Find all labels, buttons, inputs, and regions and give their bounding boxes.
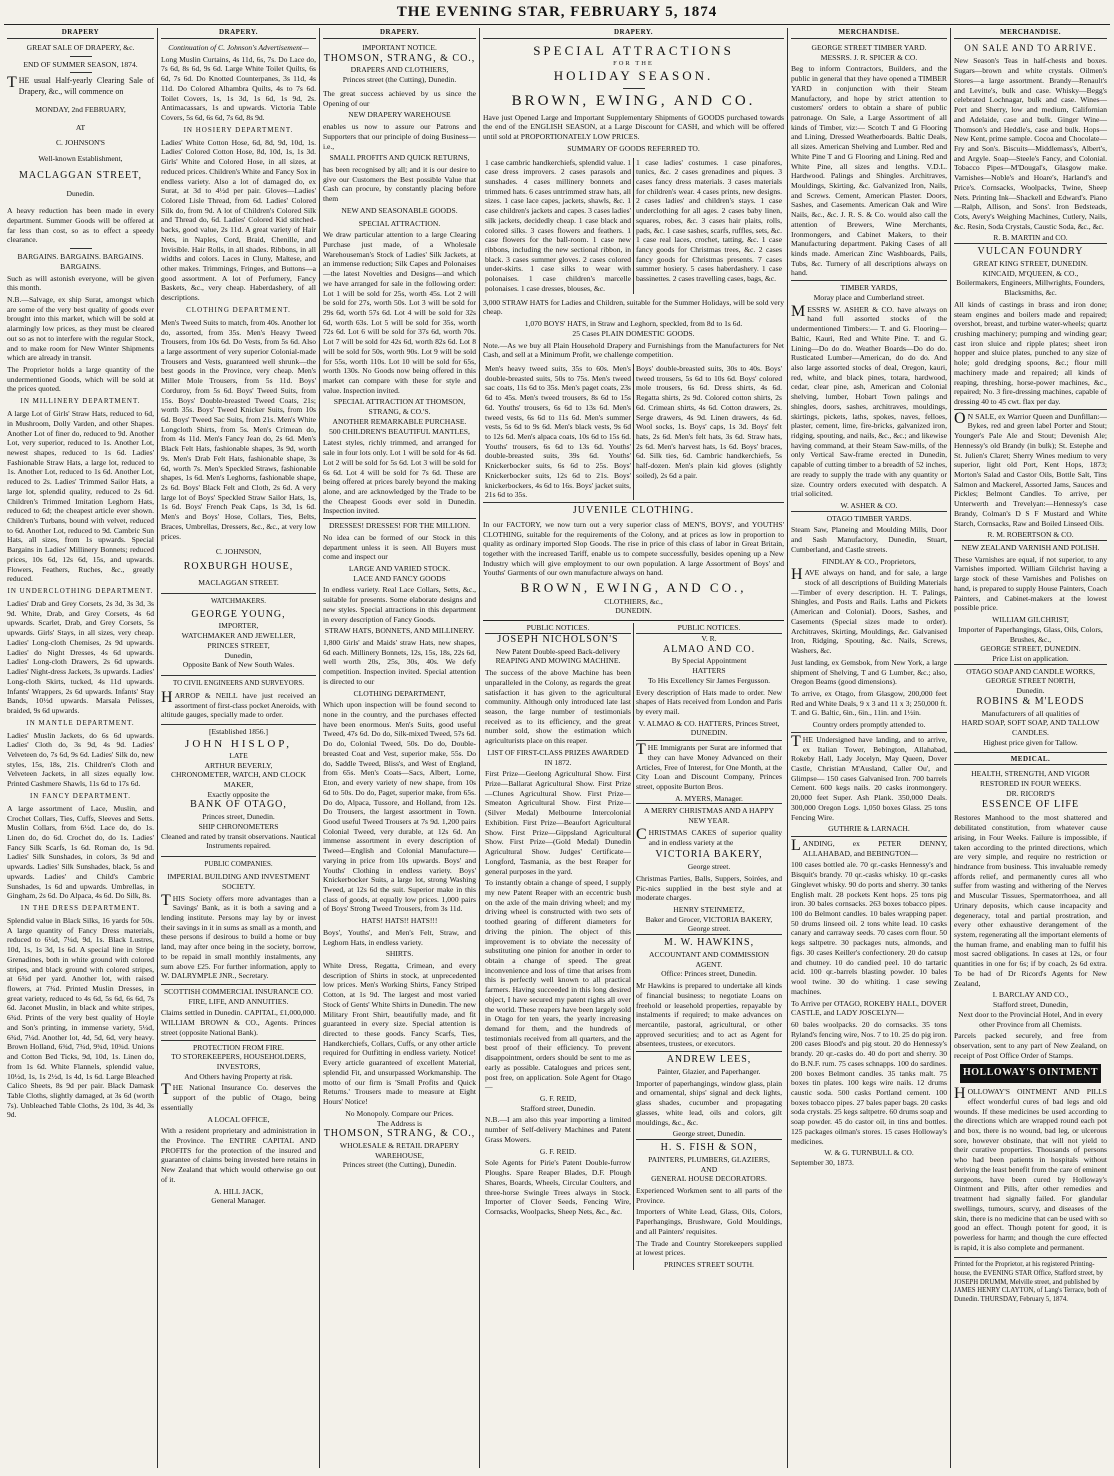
advertiser: H. S. FISH & SON, xyxy=(636,1139,782,1155)
ad-text: MESSRS W. ASHER & CO. have always on hand full assorted stocks of the undermentioned Timbers:— T. and G. Flooring—Baltic, Kauri, Red and White Pine. T. and G. Lining—Do do do. Weather Boards—Do do do. Rusticated Lumber—American, do do do. And also large assorted stocks of deal, Oregon, kauri, red, white, and black pines, totara, hardwood, cedar, clear pine, ash, American and Colonial shelving, lumber, Hobart Town palings and shingles, doors, sashes, architraves, mouldings, skirtings, pickets, laths, spokes, naves, felloes, plaster, cement, lime, fire-bricks, galvanized iron, ridging, spouting, and nails, &c., &c.; and likewise having command, at their Steam Saw-mills, of the only Vertical Saw-frame erected in Dunedin, capable of cutting timber to a breadth of 52 inches, are ready to supply the trade with any quantity or size. Country orders executed with despatch. A trial solicited. xyxy=(791,302,947,499)
ad-text: HARD SOAP, SOFT SOAP, AND TALLOW CANDLES. xyxy=(961,718,1100,738)
ad-heading: NEW AND SEASONABLE GOODS. xyxy=(341,205,458,215)
ad-heading: STRAW HATS, BONNETS, AND MILLINERY. xyxy=(324,626,475,636)
ad-text: has been recognised by all; and it is our desire to give our Customers the Best possible Value that Cash can procure, by constantly placing before them xyxy=(323,164,476,204)
ad-text: THIS Society offers more advantages than a Savings' Bank, as it is both a saving and a lending institute. Persons may lay by or invest their savings in it in sums as small as a month, and these persons if desirous to build a home or buy land, may after once being in the society, borrow, to be repaid in small monthly instalments, any sum above £25. For further information, apply to W. DALRYMPLE JNR., Secretary. xyxy=(161,891,316,981)
signature: W. ASHER & CO. xyxy=(840,501,898,511)
column-4 xyxy=(480,28,788,1468)
ad-text: Princes street, Dunedin. xyxy=(202,812,275,822)
goods-list-right: 1 case ladies' costumes. 1 case pinafores, tunics, &c. 2 cases grenadines and piques. 3 cases fancy dress materials. 3 cases materials for children's wear. 4 cases prints, new designs. 2 cases ladies' and children's stays. 1 case underclothing for all ages. 2 cases baby linen, squares, robes, &c. 3 cases hair plaits, rolls, pads, &c. 1 case sashes, scarfs, ruffles, sets, &c. 1 case real laces, crochet, tatting, &c. 1 case fancy goods for Christmas trees, &c. 2 cases fancy goods for Christmas presents. 7 cases summer hosiery. 5 cases haberdashery. 1 case bassinettes. 2 cases travelling cases, bags, &c. xyxy=(636,157,782,284)
ad-text: Country orders promptly attended to. xyxy=(812,720,926,730)
signature: W. & G. TURNBULL & CO. xyxy=(824,1148,914,1158)
ad-text: PRINCES STREET, xyxy=(207,640,270,650)
section-rule-heading: TO CIVIL ENGINEERS AND SURVEYORS. xyxy=(161,675,316,688)
ad-text: Beg to inform Contractors, Builders, and the public in general that they have opened a TIMBER YARD in conjunction with their Steam Manufactory, and hope by strict attention to customers' orders to obtain a share of public patronage. On Sale, a Large Assortment of all kinds of Timber, viz:— Scotch T and G Flooring and Lining, Dressed Weatherboards. Baltic Deals, all sizes. American Shelving and Lumber. Red and White Pine T and G Flooring and Lining. Red and White Pine, all sizes and lengths. V.D.L. Hardwood. Palings and Shingles. Architraves, Mouldings, Skirting, &c. Galvanized Iron, Nails, and Screws. Cement, American Plaster. Doors, Sashes, and Casements. American Oak and Wire Nails, &c., &c. J. R. S. & Co. would also call the attention of Brewers, Wine Merchants, Ironmongers, and Cabinet Makers, to their Manufacturing department. Paking Cases of all kinds made. American Zinc Washboards, Pails, Tubs, &c. Turnery of all descriptions always on hand. xyxy=(791,64,947,278)
ad-text: Latest styles, richly trimmed, and arranged for sale in four lots only. Lot 1 will be sold for 4s 6d. Lot 2 will be sold for 5s 6d. Lot 3 will be sold for 6s 6d. Lot 4 will be sold for 7s 6d. These are being offered at prices barely beyond the making alone, and are acknowledged by the Trade to be the Cheapest Goods ever sold in Dunedin. Inspection invited. xyxy=(323,438,476,516)
advertiser: MESSRS. J. R. SPICER & CO. xyxy=(820,52,918,62)
ad-text: Restores Manhood to the most shattered and debilitated constitution, from whatever cause arising, in Four Weeks. Failure is impossible, if taken according to the printed directions, which are very simple, and require no restriction or hindrance from business. This invaluable remedy affords relief, and permanently cures all who suffer from wasting and withering of the Nerves and Muscular Tissues, Spermatorrhoea, and all Urinary deposits, which cause incapacity and degeneracy, total and partial prostration, and every other exhaustive derangement of the system, regenerating all the important elements of the human frame, and enabling man to fulfil his most sacred obligations. In cases at 12s, or four quantities in one for 6s; if by coach, 2s 6d extra. To be had of Dr Ricord's Agents for New Zealand, xyxy=(954,813,1107,988)
signature: C. JOHNSON, xyxy=(215,547,262,557)
ad-title: SPECIAL ATTRACTIONS xyxy=(533,42,734,58)
ad-text: Long Muslin Curtains, 4s 11d, 6s, 7s. Do Lace do, 7s 6d, 8s 6d, 9s 6d. Large White Toilet Quilts, 6s 6d, 7s 6d. Do Knotted Counterpanes, 3s 11d, 4s 11d. Do Colored Alhambra Quilts, 4s to 7s 6d. Toilet Covers, 1s, 1s 3d, 1s 6d, 1s 9d, 2s. Antimacassars, 1s and upwards. Victoria Table Covers, 5s 6d, 6s 6d, 7s 6d, 8s 9d. xyxy=(161,54,316,122)
ad-text: HATTERS xyxy=(692,666,726,676)
ad-text: With a resident proprietary and administration in the Province. The ENTIRE CAPITAL AND PROFITS for the protection of the insured and guarantee of claims being invested here retains in New Zealand that which would otherwise go out of it. xyxy=(161,1126,316,1184)
ad-text: BANK OF OTAGO, xyxy=(190,799,287,811)
advertiser: I. BARCLAY AND CO., xyxy=(992,990,1069,1000)
ad-heading: CLOTHING DEPARTMENT, xyxy=(353,688,446,698)
ad-text: Have just Opened Large and Important Supplementary Shipments of GOODS purchased towards the end of the ENGLISH SEASON, at a Large Discount for CASH, and which will be offered until sold at PROPORTIONATELY LOW PRICES. xyxy=(483,112,784,142)
advertiser: BROWN, EWING, AND CO. xyxy=(511,92,756,109)
ad-text: AND xyxy=(700,1164,718,1174)
ad-text: TO STOREKEEPERS, HOUSEHOLDERS, INVESTORS, xyxy=(171,1052,306,1071)
ad-text: Painter, Glazier, and Paperhanger. xyxy=(657,1066,761,1076)
ad-text: AT xyxy=(75,122,86,132)
ad-text: HOLLOWAY'S OINTMENT AND PILLS effect wonderful cures of bad legs and old wounds. If these medicines be used according to the directions which are wrapped round each pot and box, there is no wound, bad leg, or ulcerous sore, however obstinate, that will not yield to their curative properties. Thousands of persons who had been patients in hospitals without deriving the least benefit from the care of eminent surgeons, have been cured by Holloway's Ointment and Pills, after other remedies and treatment had signally failed. For glandular swellings, tumours, scurvy, and diseases of the skin, there is no medicine that can be used with so good an effect. Though potent for good, it is powerless for harm; and though the cure effected is rapid, it is also complete and permanent. xyxy=(954,1085,1107,1252)
ad-text: Well-known Establishment, xyxy=(38,154,123,164)
section-heading: IN THE DRESS DEPARTMENT. xyxy=(20,904,141,913)
ad-text: ON SALE, ex Warrior Queen and Dunfillan:—Bykes, red and green label Porter and Stout; Younger's Pale Ale and Stout; Devenish Ale; Hennessy's old Brandy (in bulk); St. Estephe and St. Julien's Claret; Sherry Wines medium to very superior, light old Port, Kent Hops, 1873; Morton's Salad and Castor Oils, Bottle Salt, Tins Salmon and Mackerel, Assorted Jams, Sauces and Pickles; Belmont Candles. To arrive, per Unterwerth and Trevelyan:—Hennessy's case Brandy, Colman's D S F Mustard and White Starch, Cornsacks, Raw and Boiled Linseed Oils. xyxy=(954,409,1107,528)
ad-text: The great success achieved by us since the Opening of our xyxy=(323,88,476,108)
ad-text: FOR THE xyxy=(613,59,654,67)
ad-text: Note.—As we buy all Plain Household Drapery and Furnishings from the Manufacturers for Net Cash, and sell at a Minimum Profit, we challenge competition. xyxy=(483,340,784,360)
ad-heading: PROTECTION FROM FIRE. xyxy=(161,1040,316,1053)
ad-text: Claims settled in Dunedin. CAPITAL, £1,000,000. WILLIAM BROWN & CO., Agents. Princes street (opposite National Bank). xyxy=(161,1008,316,1037)
signature: V. ALMAO & CO. HATTERS, Princes Street, DUNEDIN. xyxy=(638,718,780,738)
ad-text: Which upon inspection will be found second to none in the country, and the purchases effected have been enormous. Men's Suits, good useful Tweed, 47s 6d. Do do, Silk-mixed Tweed, 57s 6d. Do do, Colonial Tweed, 50s. Do do, Double-breasted Coat and Vest, superior make, 55s. Do do, Saddle Tweed, Bliss's, and West of England, from 65s. Men's Coats—Sacs, Albert, Lorne, Eton, and every variety of new shape, from 10s 6d to 50s. Do do, Paget, superior make, from 65s. Do do, Alpaca, Tussore, and Holland, from 12s. Do Trousers, the largest assortment in Town. Good useful Tweed Trousers at 7s 9d. 1,200 pairs Colonial Tweed, very durable, at 12s 6d. An immense assortment in every description of Tweed—English and Colonial Manufacture—varying in price from 10s upwards. Boys' and Youths' Clothing in endless variety. Boys' Knickerbocker Suits, a large lot, strong Washing Tweed, at 12s 6d the suit. Superior make in this class of goods, at equally low prices. 1,000 pairs of Boys' Strong Tweed Trousers, from 3s 11d. xyxy=(323,700,476,914)
advertiser: VULCAN FOUNDRY xyxy=(954,243,1107,259)
ad-text: Baker and Grocer, VICTORIA BAKERY, George street. xyxy=(645,914,773,934)
ad-text: 100 cases bottled ale. 70 qr.-casks Hennessy's and Bisquit's brandy. 70 qr.-casks whisky. 10 qr.-casks Ginglevet whisky. 90 do ports and sherry. 30 tanks English malt. 28 pockets Kent hops. 25 tons pig iron. 30 bales cornsacks. 263 boxes tobacco pipes. 100 do Belmont candles. 10 bales wrapping paper. 50 drums linseed oil. 2 tons white lead. 10 casks canary and carraway seeds. 70 cases corn flour. 50 kegs saltpetre. 30 packages nuts, almonds, and figs. 30 cases Keiller's confectionery. 20 do catsup and chutney. 10 do candied peel. 10 do tartaric acid. 100 qr.-barrels blasting powder. 10 bales wool twine. 30 do whiting. 1 case sewing machines. xyxy=(791,860,947,996)
ad-text: We draw particular attention to a large Clearing Purchase just made, of a Wholesale Warehouseman's Stock of Ladies' Silk Jackets, at an immense reduction; Silk Capes and Polonaises—the latest Novelties and Designs—and which we have arranged for sale in the following order: Lot 1 will be sold for 25s, worth 45s. Lot 2 will be sold for 27s, worth 50s. Lot 3 will be sold for 29s 6d, worth 57s 6d. Lot 4 will be sold for 32s 6d, worth 63s. Lot 5 will be sold for 35s, worth 72s 6d. Lot 6 will be sold for 37s 6d, worth 70s. Lot 7 will be sold for 42s 6d, worth 82s 6d. Lot 8 will be sold for 50s, worth 90s. Lot 9 will be sold for 55s, worth 110s. Lot 10 will be sold for 65s, worth 130s. No Goods now being offered in this market can compare with these for style and value. Inspection invited. xyxy=(323,230,476,395)
ad-text: HARROP & NEILL have just received an assortment of first-class pocket Aneroids, with altitude gauges, specially made to order. xyxy=(161,688,316,720)
ad-text: PAINTERS, PLUMBERS, GLAZIERS, xyxy=(648,1154,770,1164)
section-heading: IN HOSIERY DEPARTMENT. xyxy=(183,125,294,134)
ad-text: Mr Hawkins is prepared to undertake all kinds of financial business; to negotiate Loans on freehold or leasehold properties, repayable by instalments if required; to make advances on mercantile, pastoral, agricultural, or other approved securities; and to act as Agent for absentees, trustees, or executors. xyxy=(636,981,782,1049)
holloway-banner: HOLLOWAY'S OINTMENT xyxy=(960,1064,1101,1083)
ad-text: THE National Insurance Co. deserves the support of the public of Otago, being essentially xyxy=(161,1081,316,1112)
ad-heading: SMALL PROFITS AND QUICK RETURNS, xyxy=(329,153,470,163)
ad-text: New Season's Teas in half-chests and boxes. Sugars—brown and white crystals. Oilmen's Stores—a large assortment. Brandy—Renault's and Levitte's, bulk and case. Whisky—Begg's celebrated Lochnagar, bulk and case. Wines—Port and Sherry, low and medium, Californian and Adelaide, case and bulk. Ginger Wine—Thomson's and Heddle's, case and bulk. Hops—New Kent, prime sample. Cocoa and Chocolate—Fry and Son's. Biscuits—Middlemass's, Albert's, and Argyle. Soap—Steele's Fancy, and Colonial. Tobacco Pipes—M'Dougal's, Glasgow make. Varnishes—Noble's and Hoare's, Harland's and Price's. Cornsacks, Woolpacks, Twine, Sheep Nets. Printing Ink—Shackell and Edward's. Piano—Ralph, Allison, and Sons'. Iron Bedsteads, Cots, Avery's Weighing Machines, Cutlery, Nails, &c. Resin, Soda Crystals, Caustic Soda, &c., &c. xyxy=(954,56,1107,231)
advertiser: HENRY STEINMETZ, xyxy=(673,905,745,915)
ad-heading: IMPERIAL BUILDING AND INVESTMENT SOCIETY. xyxy=(167,872,310,891)
ad-text: First Prize—Geelong Agricultural Show. First Prize—Ballarat Agricultural Show. First Prize—Clunes Agricultural Show. First Prize—Smeaton Agricultural Show. First Prize—(Silver Medal) Melbourne Intercolonial Exhibition. First Prize—Beaufort Agricultural Show. First Prize—Gippsland Agricultural Show. First Prize—(Gold Medal) Dunedin Agricultural Show. Judges' Certificate—Longford, Tasmania, as the best Reaper for general purposes in the yard. xyxy=(485,769,631,876)
ad-text: Ladies' Drab and Grey Corsets, 2s 3d, 3s 3d, 3s 9d. White, Drab, and Grey Corsets, 4s 6d upwards. Scarlet, Drab, and Grey Corsets, 5s upwards. Girls' Stays, in all sizes, very cheap. Ladies' Long-cloth Chemises, 2s 9d upwards. Ladies' do Night Dresses, 4s 6d upwards. Ladies' Long-cloth Drawers, 2s 6d upwards. Ladies' Night-dress Jackets, 3s upwards. Ladies' Long-cloth Skirts, tucked, 4s 11d upwards. Infants' Wrappers, 2s 6d upwards. Infants' Stay Bands, 10½d upwards. Marsala Pelisses, braided, 9s 6d upwards. xyxy=(7,599,154,715)
ad-heading: DRESSES! DRESSES! FOR THE MILLION. xyxy=(323,518,476,531)
ad-heading: 500 CHILDREN'S BEAUTIFUL MANTLES, xyxy=(329,426,470,436)
ad-text: 1,800 Girls' and Maids' straw Hats, new shapes, 6d each. Millinery Bonnets, 12s, 15s, 18s, 22s 6d, well worth 20s, 25s, 30s, 40s. We defy competition. Inspection invited. Special attention is directed to our xyxy=(323,638,476,686)
ad-text: Importers of White Lead, Glass, Oils, Colors, Paperhangings, Brushware, Gold Mouldings, and all Painters' requisites. xyxy=(636,1207,782,1236)
ad-heading: ESSENCE OF LIFE xyxy=(981,798,1080,810)
ad-heading: SPECIAL ATTRACTION AT THOMSON, STRANG, & CO.'S. xyxy=(333,397,466,417)
ad-text: 60 bales woolpacks. 20 do cornsacks. 35 tons Ryland's fencing wire, Nos. 7 to 10. 25 do pig iron. 200 cases Blood's and pig stout. 20 do Hennessy's brandy. 20 qr.-casks do. 40 do port and sherry. 30 do B.N.F. rum. 75 cases schnapps. 100 do sardines. 200 boxes Belmont candles. 35 tanks malt. 75 boxes tin plates. 100 kegs wire nails. 12 drums caustic soda. 500 casks Portland cement. 100 boxes tobacco pipes. 27 bales paper bags. 20 casks soda crystals. 25 kegs saltpetre. 60 drums soap and soap powder. 45 do castor oil, in tins and bottles. 125 packages oilman's stores. 15 cases Holloway's medicines. xyxy=(791,1019,947,1146)
ad-text: WHOLESALE & RETAIL DRAPERY WAREHOUSE, xyxy=(339,1141,460,1160)
ad-street: MACLAGGAN STREET, xyxy=(19,169,142,181)
signature: A. MYERS, Manager. xyxy=(675,793,743,803)
ad-heading: SHIRTS. xyxy=(385,949,414,959)
ad-text: The Proprietor holds a large quantity of the undermentioned Goods, which will be sold at the prices quoted. xyxy=(7,365,154,394)
ad-text: IMPORTER, xyxy=(218,621,259,631)
ad-text: A large assortment of Lace, Muslin, and Crochet Collars, Ties, Cuffs, Sleeves and Setts. Muslin Collars, from 6½d. Lace do, do 1s. Linen do, do 6d. Crochet do, do 1s. Ladies' Fancy Silk Scarfs, 1s 6d. Roman do, 1s 9d. Ladies' Silk Sunshades, in colors, 3s 9d and upwards. Ladies' Silk Sunshades, black, 5s and upwards. Ladies' and Child's Cambric Sunshades, 1s 6d and upwards. Umbrellas, in Gingham, 2s 6d. Do Alpaca, 4s 6d. Do Silk, 8s. xyxy=(7,803,154,901)
clothing-list-right: Boys' double-breasted suits, 30s to 40s. Boys' tweed trousers, 5s 6d to 10s 6d. Boys' colored mole trousers, 6s 6d. Dress shirts, 4s 6d. Regatta shirts, 2s 9d. Colored cotton shirts, 2s 6d. Crimean shirts, 4s 6d. Cotton drawers, 2s. Serge drawers, 4s 9d. Linen drawers, 4s 6d. Wool socks, 1s. Boys' caps, 1s 3d. Boys' felt hats, 2s 6d. Men's felt hats, 3s 6d. Straw hats, 2s 6d. Men's harvest hats, 1s 6d. Boys' braces, 6d. Silk ties, 6d. Cambric handkerchiefs, 5s half-dozen. Men's plain kid gloves (slightly soiled), 2s 6d a pair. xyxy=(636,363,782,480)
ad-text: The Trade and Country Storekeepers supplied at lowest prices. xyxy=(636,1238,782,1258)
section-header: MEDICAL. xyxy=(954,752,1107,766)
ad-text: 3,000 STRAW HATS for Ladies and Children, suitable for the Summer Holidays, will be sold very cheap. xyxy=(483,297,784,317)
ad-subtitle: END OF SUMMER SEASON, 1874. xyxy=(23,59,138,69)
ad-text: Cleaned and rated by transit observations. Nautical Instruments repaired. xyxy=(161,831,316,851)
ad-text: In our FACTORY, we now turn out a very superior class of MEN'S, BOYS', and YOUTHS' CLOTHING, suitable for the requirements of the Colony, and at prices as low in proportion to quality as ordinary imported Slop Goods. The rise in price of this class of labor in Great Britain, together with the increased Tariff, enable us to compete successfully, besides opening up a New Industry which will give employment to our own population. A large Assortment of Boys' and Youths' Garments of our own manufacture always on hand. xyxy=(483,519,784,578)
ad-text: Office: Princes street, Dunedin. xyxy=(661,969,757,979)
ad-text: GEORGE STREET NORTH, xyxy=(985,676,1076,686)
ad-text: All kinds of castings in brass and iron done; steam engines and boilers made and repaired; overshot, breast, and turbine water-wheels; quartz crushing machinery; pumping and winding gear; cast iron sluice and ripple plates; sheet iron hopper and sluice plates, punched to any size of hole; gold dredging spoons, &c.; flour mill machinery made and repaired; all kinds of reaping, threshing, horse-power machines, &c., repaired; No. 3 fire-dressing machines, capable of dressing 40 to 45 cwt. flax per day. xyxy=(954,299,1107,406)
advertiser: C. JOHNSON'S xyxy=(55,138,106,148)
ad-text: Exactly opposite the xyxy=(207,789,270,799)
ad-text: Every description of Hats made to order. New shapes of Hats received from London and Paris by every mail. xyxy=(636,687,782,717)
ad-date: MONDAY, 2nd FEBRUARY, xyxy=(35,104,126,114)
ad-text: By Special Appointment xyxy=(671,656,747,666)
ad-text: Steam Saw, Planeing and Moulding Mills, Door and Sash Manufactory, Dunedin, Stuart, Cumberland, and Castle streets. xyxy=(791,525,947,554)
ad-continuation: Continuation of C. Johnson's Advertisement— xyxy=(168,42,309,52)
ad-text: George street. xyxy=(687,862,731,872)
ad-text: Highest price given for Tallow. xyxy=(983,737,1078,747)
ad-text: ARTHUR BEVERLY, xyxy=(204,760,273,770)
ad-text: New Patent Double-speed Back-delivery xyxy=(495,646,621,656)
section-heading: IN MILLINERY DEPARTMENT. xyxy=(20,397,141,406)
advertiser: ANDREW LEES, xyxy=(636,1051,782,1067)
divider xyxy=(70,56,92,57)
ad-heading: OTAGO SOAP AND CANDLE WORKS, xyxy=(954,664,1107,677)
column-header: DRAPERY. xyxy=(483,28,784,39)
ad-heading: ANOTHER REMARKABLE PURCHASE. xyxy=(332,416,467,426)
ad-text: [Established 1856.] xyxy=(161,724,316,737)
advertiser: JOHN HISLOP, xyxy=(185,737,292,750)
section-heading: IN UNDERCLOTHING DEPARTMENT. xyxy=(7,587,154,596)
ad-heading: LARGE AND VARIED STOCK. xyxy=(348,563,451,573)
ad-text: DR. RICORD'S xyxy=(1006,788,1055,798)
ad-text: SHIP CHRONOMETERS xyxy=(198,821,279,831)
ad-text: Such as will astonish everyone, will be given this month. xyxy=(7,273,154,293)
ad-text: No Monopoly. Compare our Prices. xyxy=(345,1108,454,1118)
ad-text: Parcels packed securely, and free from observation, sent to any part of New Zealand, on receipt of Post Office Order of Stamps. xyxy=(954,1031,1107,1060)
ad-heading: SCOTTISH COMMERCIAL INSURANCE CO. xyxy=(161,984,316,997)
ad-text: DUNEDIN. xyxy=(615,606,652,616)
ad-text: Stafford street, Dunedin. xyxy=(520,1103,596,1113)
ad-text: GEORGE STREET, DUNEDIN. xyxy=(980,644,1081,654)
advertiser: WILLIAM GILCHRIST, xyxy=(992,615,1069,625)
advertiser: KINCAID, M'QUEEN, & CO., xyxy=(982,268,1079,278)
ad-heading: HEALTH, STRENGTH, AND VIGOR RESTORED IN FOUR WEEKS. xyxy=(971,769,1090,789)
section-heading: CLOTHING DEPARTMENT. xyxy=(186,305,291,314)
ad-text: A large Lot of Girls' Straw Hats, reduced to 6d, in Mushroom, Dolly Varden, and other Shapes. Another Lot of finer do, reduced to 9d. Another Lot, very superior, reduced to 1s. Another Lot, newest shapes, reduced to 1s 6d. Ladies' Fashionable Straw Hats, a large lot, reduced to 1s. Another Lot, reduced to 1s 6d. Another Lot, reduced to 2s. Ladies' Trimmed Sailor Hats, a large lot, splendid quality, reduced to 2s 6d. Children's Trimmed Imitation Leghorn Hats, reduced to 6d; the cheapest article ever shown. Children's Turbans, bound with velvet, reduced to 6d. Another Lot, reduced to 9d. Cambric Sun Hats, all sizes, from 1s upwards. Special Bargains in Ladies' Millinery Bonnets; reduced prices, 10s 6d, 12s 6d, 15s, and upwards. Flowers, Feathers, Ruches, &c., greatly reduced. xyxy=(7,409,154,584)
ad-heading: NEW ZEALAND VARNISH AND POLISH. xyxy=(954,540,1107,553)
ad-town: Dunedin. xyxy=(66,188,95,198)
signature: G. F. REID. xyxy=(539,1146,577,1156)
signature: R. B. MARTIN and CO. xyxy=(993,233,1068,243)
ad-heading: SPECIAL ATTRACTION. xyxy=(358,218,441,228)
ad-text: ACCOUNTANT AND COMMISSION AGENT. xyxy=(649,949,769,969)
ad-heading: 25 Cases PLAIN DOMESTIC GOODS. xyxy=(572,328,695,338)
ad-text: Ladies' Muslin Jackets, do 6s 6d upwards. Ladies' Cloth do, 3s 9d, 4s 9d. Ladies' Velveteen do, 7s 6d, 9s 6d. Ladies' Silk do, new styles, 15s, 18s, 21s. Children's Cloth and Velveteen Jackets, in all sizes equally low. Printed Cashmere Shawls, 11s 6d to 17s 6d. xyxy=(7,730,154,789)
ad-text: A LOCAL OFFICE, xyxy=(207,1114,270,1124)
ad-text: N.B.—Salvage, ex ship Surat, amongst which are some of the very best quality of goods ever brought into this market, which will be sold at alarmingly low prices, as they must be cleared out so as not to interfere with the regular Stock, and to make room for New Winter Shipments which are already in transit. xyxy=(7,295,154,363)
ad-text: THE usual Half-yearly Clearing Sale of Drapery, &c., will commence on xyxy=(7,74,154,96)
ad-heading: VICTORIA BAKERY, xyxy=(655,849,763,861)
ad-text: Men's Tweed Suits to match, from 40s. Another lot do, assorted, from 35s. Men's Heavy Tweed Trousers, from 10s 6d. Do Vests, from 5s 6d. Also a large assortment of very superior Colonial-made Trousers and Vests, guaranteed well shrunk—the best goods in the Province, very cheap. Men's Miller Mole Trousers, from 5s 11d. Boys' Corduroy, from 5s 6d. Boys' Tweed Suits, from 15s. Boys' Double-breasted Tweed Coats, 21s; worth 35s. Boys' Tweed Knicker Suits, from 10s 6d. Boys' Tweed Sac Suits, from 21s. Men's White Longcloth Shirts, from 5s. Men's Crimean do, from 4s 11d. Men's Fancy Jean do, 2s 6d. Men's Black Felt Hats, fashionable shapes, 3s 9d, worth 9s. Men's Drab Felt Hats, fashionable shape, 3s 6d, worth 7s. Men's Speckled Straws, fashionable shapes, 1s 6d. Men's Leghorns, fashionable shape, 2s 6d. Boys' Black Felt and Cloth, 2s 6d. A very large lot of Boys' Speckled Straw Sailor Hats, 1s, 1s 6d. Boys' French Peak Caps, 1s 3d, 1s 6d. Men's and Boys' Hose, Collars, Ties, Belts, Braces, Umbrellas, Dressers, &c., &c., at very low prices. xyxy=(161,317,316,541)
advertiser: BROWN, EWING, AND CO., xyxy=(520,580,747,596)
ad-heading: LACE AND FANCY GOODS xyxy=(353,573,446,583)
ad-date: September 30, 1873. xyxy=(791,1158,854,1168)
ad-text: To instantly obtain a change of speed, I supply my new Patent Reaper with an eccentric bush on the axle of the main driving wheel; and my driving wheel is constructed with two sets of toothed gearing of different diameters for driving the pinion. The object of this improvement is to obviate the necessity of substituting one pinion for another in order to obtain a change of speed. The great inconvenience and loss of time that arises from this is perfectly well known to all practical farmers. Having succeeded in this long desired object, I have secured my patent rights all over the world. These reapers have been largely sold in Otago for ten years, the yearly increasing demand for them, and the hundreds of testimonials received from all quarters, and the best proof of their efficiency. To prevent disappointment, orders should be sent to me as early as possible. Catalogues and prices sent, post free, on application. Sole Agent for Otago— xyxy=(485,878,631,1092)
signature: MACLAGGAN STREET. xyxy=(198,577,279,587)
column-1 xyxy=(4,28,158,1468)
ad-heading: TIMBER YARDS, xyxy=(791,280,947,293)
ad-text: WATCHMAKER AND JEWELLER, xyxy=(181,631,296,641)
ad-text: N.B.—I am also this year importing a limited number of Self-delivery Machines and Patent Grass Mowers. xyxy=(485,1115,631,1144)
imprint-footer: Printed for the Proprietor, at his registered Printing-house, the EVENING STAR Office, Stafford street, by JOSEPH DRUMM, Melville street, and published by JAMES HENRY CLAYTON, of Lang's Terrace, both of Dunedin. THURSDAY, February 5, 1874. xyxy=(954,1257,1107,1304)
masthead: THE EVENING STAR, FEBRUARY 5, 1874 xyxy=(396,4,718,20)
ad-text: GREAT KING STREET, DUNEDIN. xyxy=(973,258,1088,268)
clothing-list-left: Men's heavy tweed suits, 35s to 60s. Men's double-breasted suits, 50s to 75s. Men's tweed sac coats, 11s 6d to 35s. Men's paget coats, 23s 6d to 45s. Men's tweed trousers, 8s 6d to 15s 6d. Youths' trousers, 6s 6d to 13s 6d. Men's tweed vests, 6s 6d to 11s 6d. Men's summer vests, 5s 6d to 9s 6d. Men's black vests, 9s 6d to 12s 6d. Men's alpaca coats, 10s 6d to 15s 6d. Youths' trousers, 6s 6d to 13s 6d. Youths' double-breasted suits, 39s 6d. Youths' Knickerbocker suits, 6s 6d to 25s. Boys' Knickerbocker suits, 12s 6d to 21s. Boys' knickerbockers, 4s 6d to 16s. Boys' jacket suits, 21s 6d to 35s. xyxy=(483,364,634,500)
section-header: PUBLIC NOTICES. xyxy=(485,623,631,634)
ad-text: CHRISTMAS CAKES of superior quality and in endless variety at the xyxy=(636,825,782,847)
advertiser: JOSEPH NICHOLSON'S xyxy=(497,633,619,645)
ad-text: HAVE always on hand, and for sale, a large stock of all descriptions of Building Materials—Timber of every description. H. T. Palings, Shingles, and Posts and Rails. Laths and Pickets (American and Colonial). Doors, Sashes, and Casements (Special sizes made to order). Architraves, Skirting, Mouldings, &c. Galvanised Iron, Ridging, Spouting, &c. Nails, Screws, Washers, &c. xyxy=(791,566,947,656)
ad-text: Manufacturers of all qualities of xyxy=(981,708,1080,718)
column-5 xyxy=(788,28,951,1468)
ad-text: Princes street (the Cutting), Dunedin. xyxy=(342,1160,457,1170)
ad-text: Dunedin. xyxy=(1016,686,1045,696)
advertiser: GEORGE YOUNG, xyxy=(191,608,286,620)
ad-heading: BARGAINS. BARGAINS. BARGAINS. xyxy=(17,252,144,262)
ad-text: FIRE, LIFE, AND ANNUITIES. xyxy=(188,996,289,1006)
ad-text: Ladies' White Cotton Hose, 6d, 8d, 9d, 10d, 1s. Ladies' Colored Cotton Hose, 8d, 10d, 1s, 1s 3d. Girls' White and Colored Hose, in all sizes, at reduced prices. Children's White and Fancy Sox in endless variety. Also a lot of damaged do, ex Surat, at 3d to 4½d per pair. Gloves—Ladies' Colored Lisle Thread, from 6d. Ladies' Colored Silk do, from 9d. A lot of Children's Colored Silk and Thread do, 6d. Ladies' Colored Kid stitched-backs, good value, 2s 11d. A great variety of Hair Nets, in Naples, Cord, Braid, Chenille, and Invisible. Hair Rolls, in all shades. Ribbons, in all widths and colors. Laces in Cluny, Maltese, and other makes. Trimmings, Fringes, and Buttons—a good assortment. A lot of Perfumery, Fancy Baskets, &c., very cheap. Haberdashery, of all descriptions. xyxy=(161,137,316,303)
ad-heading: JUVENILE CLOTHING. xyxy=(483,502,784,518)
column-header: DRAPERY. xyxy=(161,28,316,39)
ad-heading: ON SALE AND TO ARRIVE. xyxy=(964,42,1097,53)
ad-heading: SUMMARY OF GOODS REFERRED TO. xyxy=(567,143,700,153)
ad-text: Price List on application. xyxy=(992,653,1069,663)
section-rule-heading: WATCHMAKERS. xyxy=(161,593,316,606)
ad-heading: LANDING, ex PETER DENNY, ALLAHABAD, and BEBINGTON— xyxy=(791,837,947,858)
ad-text: And Others having Property at risk. xyxy=(184,1071,293,1081)
ad-heading: A MERRY CHRISTMAS AND A HAPPY NEW YEAR. xyxy=(636,803,782,825)
ad-heading: GEORGE STREET TIMBER YARD. xyxy=(811,42,927,52)
ad-text: George street, Dunedin. xyxy=(672,1129,746,1139)
signature: R. M. ROBERTSON & CO. xyxy=(987,530,1074,540)
advertiser: FINDLAY & CO., Proprietors, xyxy=(822,556,916,566)
ad-text: Importer of Paperhangings, Glass, Oils, Colors, Brushes, &c., xyxy=(958,624,1103,644)
ad-text: THE Immigrants per Surat are informed that they can have Money Advanced on their Articles, Free of Interest, for One Month, at the City Loan and Discount Company, Princes street, opposite Burton Bros. xyxy=(636,741,782,792)
masthead-rule xyxy=(4,24,1110,25)
ad-heading: HATS! HATS!! HATS!!! xyxy=(361,916,438,926)
ad-text: Just landing, ex Gemsbok, from New York, a large shipment of Shelving, T and G Lumber, &c.; also, Oregon Beams (good dimensions). xyxy=(791,657,947,687)
section-heading: IN MANTLE DEPARTMENT. xyxy=(26,718,135,727)
ad-text: White Dress, Regatta, Crimean, and every description of Shirts in stock, at unprecedented low prices. Men's Working Shirts, Fancy Striped Cotton, at 1s 9d. The largest and most varied Stock of Gents' White Shirts in Dunedin. The new Military Front Shirt, beautifully made, and fit guaranteed in every size. Special attention is directed to these goods. Fancy Scarfs, Ties, Handkerchiefs, Collars, Cuffs, or any other article required for Outfitting in endless variety. Notice! Every article guaranteed of excellent Material, splendid Fit, and unsurpassed Workmanship. The motto of our firm is 'Small Profits and Quick Returns.' Trousers made to measure at Eight Hours' Notice! xyxy=(323,961,476,1107)
column-header: DRAPERY. xyxy=(323,28,476,39)
advertiser: ROBINS & M'LEODS xyxy=(976,695,1085,707)
ad-text: GENERAL HOUSE DECORATORS. xyxy=(651,1174,767,1184)
signature: General Manager. xyxy=(211,1196,266,1206)
ad-text: CLOTHIERS, &c., xyxy=(604,596,663,606)
goods-list-left: 1 case cambric handkerchiefs, splendid value. 1 case dress improvers. 2 cases parasols and sunshades. 4 cases millinery bonnets and trimmed hats. 6 cases untrimmed straw hats, all sizes. 1 case lace capes, jackets, shawls, &c. 1 case children's jackets and capes. 3 cases ladies' silk jackets, decidedly cheap. 1 case black and colored silks. 3 cases flowers and feathers. 1 case flowers for the ball-room. 1 case new ribbons, including the new sectional ribbon, in black. 3 cases summer gloves. 2 cases colored under-skirts. 1 case silks to wear with polonaises. 1 case children's marcelle polonaises. 1 case dresses, blouses, &c. xyxy=(483,158,634,294)
advertiser: ALMAO AND CO. xyxy=(662,643,756,655)
ad-text: Next door to the Provincial Hotel, And in every other Province from all Chemists. xyxy=(958,1009,1103,1029)
section-header: PUBLIC NOTICES. xyxy=(636,623,782,634)
ad-heading: OTAGO TIMBER YARDS. xyxy=(791,511,947,524)
ad-text: Princes street (the Cutting), Dunedin. xyxy=(342,75,457,85)
ad-text: A heavy reduction has been made in every department. Summer Goods will be offered at far less than cost, so as to effect a speedy clearance. xyxy=(7,206,154,245)
ad-heading: BARGAINS. xyxy=(60,261,101,271)
section-rule-heading: PUBLIC COMPANIES. xyxy=(161,856,316,869)
ad-text: Boilermakers, Engineers, Millwrights, Founders, Blacksmiths, &c. xyxy=(956,278,1105,298)
ad-text: Splendid value in Black Silks, 16 yards for 50s. A large quantity of Fancy Dress materials, reduced to 6¼d, 7¼d, 9d, 1s. Black Lustres, 10d, 1s, 1s 3d, 1s 6d. A special line in Stripe Grenadines, both in white ground with colored stripes, and black ground with colored stripes, at 6¾d per yard. Another lot, with raised flowers, at 7¾d. Printed Muslin Dresses, in great variety, reduced to 4s 6d, 5s 6d, 6s 6d, 7s 6d. Jaconet Muslin, in black and white stripes, 6¾d. Prints of the very best quality of Hoyle and Son's printing, in immense variety, 5¼d, 6¾d, 7¼d. Another lot, 4d, 5d, 6d, very heavy. Brown Holland, 6¾d, 7¾d, 9¾d, 10¾d. Unions and Cotton Bed Ticks, 9d, 10d, 1s. Linen do, from 1s 6d. White Flannels, splendid value, 10½d, 1s, 1s 2½d, 1s 4d, 1s 6d. Large Bleached Calico Sheets, 8s 9d per pair. Black Damask Table Cloths, slightly damaged, at 3s 6d (worth 7s). Unbleached Table Cloths, 2s 10d, 3s 4d, 3s 9d. xyxy=(7,916,154,1120)
column-6 xyxy=(951,28,1110,1468)
column-2 xyxy=(158,28,320,1468)
ad-text: V. R. xyxy=(701,633,717,643)
ad-heading: REAPING AND MOWING MACHINE. xyxy=(495,656,621,666)
ad-text: Experienced Workmen sent to all parts of the Province. xyxy=(636,1185,782,1205)
ad-title: GREAT SALE OF DRAPERY, &c. xyxy=(26,42,135,52)
ad-text: THE Undersigned have landing, and to arrive, ex Italian Tower, Bebington, Allahabad, Rokeby Hall, Lady Jocelyn, May Queen, Dover Castle, Christian M'Ausland, Caller Ou', and Glimpse— 150 cases Galvanised Iron. 700 barrels Cement. 600 kegs nails. 20 casks ironmongery. 20,000 feet Super. Ash Plank. 350,000 Deals. 300,000 Oregon Logs. 1,050 boxes Glass. 25 tons Fencing Wire. xyxy=(791,732,947,822)
ad-text: In endless variety. Real Lace Collars, Setts, &c., suitable for presents. Some elaborate designs and new styles. Special attractions in this department in every description of Fancy Goods. xyxy=(323,585,476,624)
ad-text: Dunedin, xyxy=(224,650,253,660)
ad-text: 1,070 BOYS' HATS, in Straw and Leghorn, speckled, from 8d to 1s 6d. xyxy=(524,319,743,329)
column-3 xyxy=(320,28,480,1468)
signature: G. F. REID, xyxy=(539,1094,577,1104)
advertiser: THOMSON, STRANG, & CO., xyxy=(323,52,476,64)
ad-text: Boys', Youths', and Men's Felt, Straw, and Leghorn Hats, in endless variety. xyxy=(323,927,476,947)
ad-text: Stafford street, Dunedin, xyxy=(993,1000,1068,1010)
divider xyxy=(70,248,92,249)
ad-title: HOLIDAY SEASON. xyxy=(553,67,714,83)
ad-text: Sole Agents for Pirie's Patent Double-furrow Ploughs. Spare Reaper Blades, D.F. Plough Shares, Boards, Wheels, Circular Coulters, and three-horse Swingle Trees always in Stock. Importer of Clover Seeds, Fencing Wire, Cornsacks, Woolpacks, Sheep Nets, &c., &c. xyxy=(485,1158,631,1216)
divider xyxy=(70,72,92,73)
ad-text: Christmas Parties, Balls, Suppers, Soirées, and Pic-nics supplied in the best style and at moderate charges. xyxy=(636,873,782,903)
advertiser: THOMSON, STRANG, & CO., xyxy=(323,1128,476,1140)
ad-text: LATE xyxy=(229,750,248,760)
ad-text: The Address is xyxy=(376,1118,423,1128)
ad-text: To arrive, ex Otago, from Glasgow, 200,000 feet Red and White Deals, 9 x 3 and 11 x 3; 250,000 ft. T. and G. Baltic, 6in., 6in., 11in. and 1½in. xyxy=(791,688,947,718)
signature: A. HILL JACK, xyxy=(213,1186,264,1196)
ad-heading: IMPORTANT NOTICE. xyxy=(362,42,437,52)
divider xyxy=(623,88,645,89)
ad-text: DRAPERS AND CLOTHIERS, xyxy=(350,65,449,75)
column-header: DRAPERY xyxy=(7,28,154,39)
section-heading: IN FANCY DEPARTMENT. xyxy=(29,791,132,800)
advertiser: M. W. HAWKINS, xyxy=(636,934,782,950)
column-header: MERCHANDISE. xyxy=(791,28,947,39)
ad-text: To His Excellency Sir James Fergusson. xyxy=(647,675,771,685)
ad-text: Importer of paperhangings, window glass, plain and ornamental, ships' signal and deck lights, glass shades, cucumber and propagating glasses, white lead, oils and colors, gilt mouldings, &c., &c. xyxy=(636,1078,782,1127)
column-header: MERCHANDISE. xyxy=(954,28,1107,39)
ad-text: Opposite Bank of New South Wales. xyxy=(182,660,295,670)
ad-text: enables us now to assure our Patrons and Supporters that our principle of doing Business—i.e., xyxy=(323,122,476,151)
ad-text: PRINCES STREET SOUTH. xyxy=(664,1259,754,1269)
signature: GUTHRIE & LARNACH. xyxy=(828,824,910,834)
ad-text: CHRONOMETER, WATCH, AND CLOCK MAKER, xyxy=(170,770,307,789)
ad-heading: LIST OF FIRST-CLASS PRIZES AWARDED IN 1872. xyxy=(487,747,629,767)
ad-heading: To Arrive per OTAGO, ROKEBY HALL, DOVER CASTLE, and LADY JOSCELYN— xyxy=(791,998,947,1018)
ad-text: The success of the above Machine has been unparalleled in the Colony, as regards the great satisfaction it has given to the agricultural community. Although only introduced late last season, the large number of testimonials received as to its efficiency, and the great number sold, show the estimation which agriculturists place on this reaper. xyxy=(485,668,631,746)
ad-text: Moray place and Cumberland street. xyxy=(813,292,925,302)
ad-heading: NEW DRAPERY WAREHOUSE xyxy=(348,110,451,120)
ad-text: These Varnishes are equal, if not superior, to any Varnishes imported. William Gilchrist having a large stock of these Varnishes and Polishes on hand, is prepared to supply House Painters, Coach Painters, and Cabinet-makers at the lowest possible price. xyxy=(954,554,1107,613)
ad-text: No idea can be formed of our Stock in this department unless it is seen. All Buyers must come and inspect our xyxy=(323,532,476,562)
signature: ROXBURGH HOUSE, xyxy=(183,561,294,573)
